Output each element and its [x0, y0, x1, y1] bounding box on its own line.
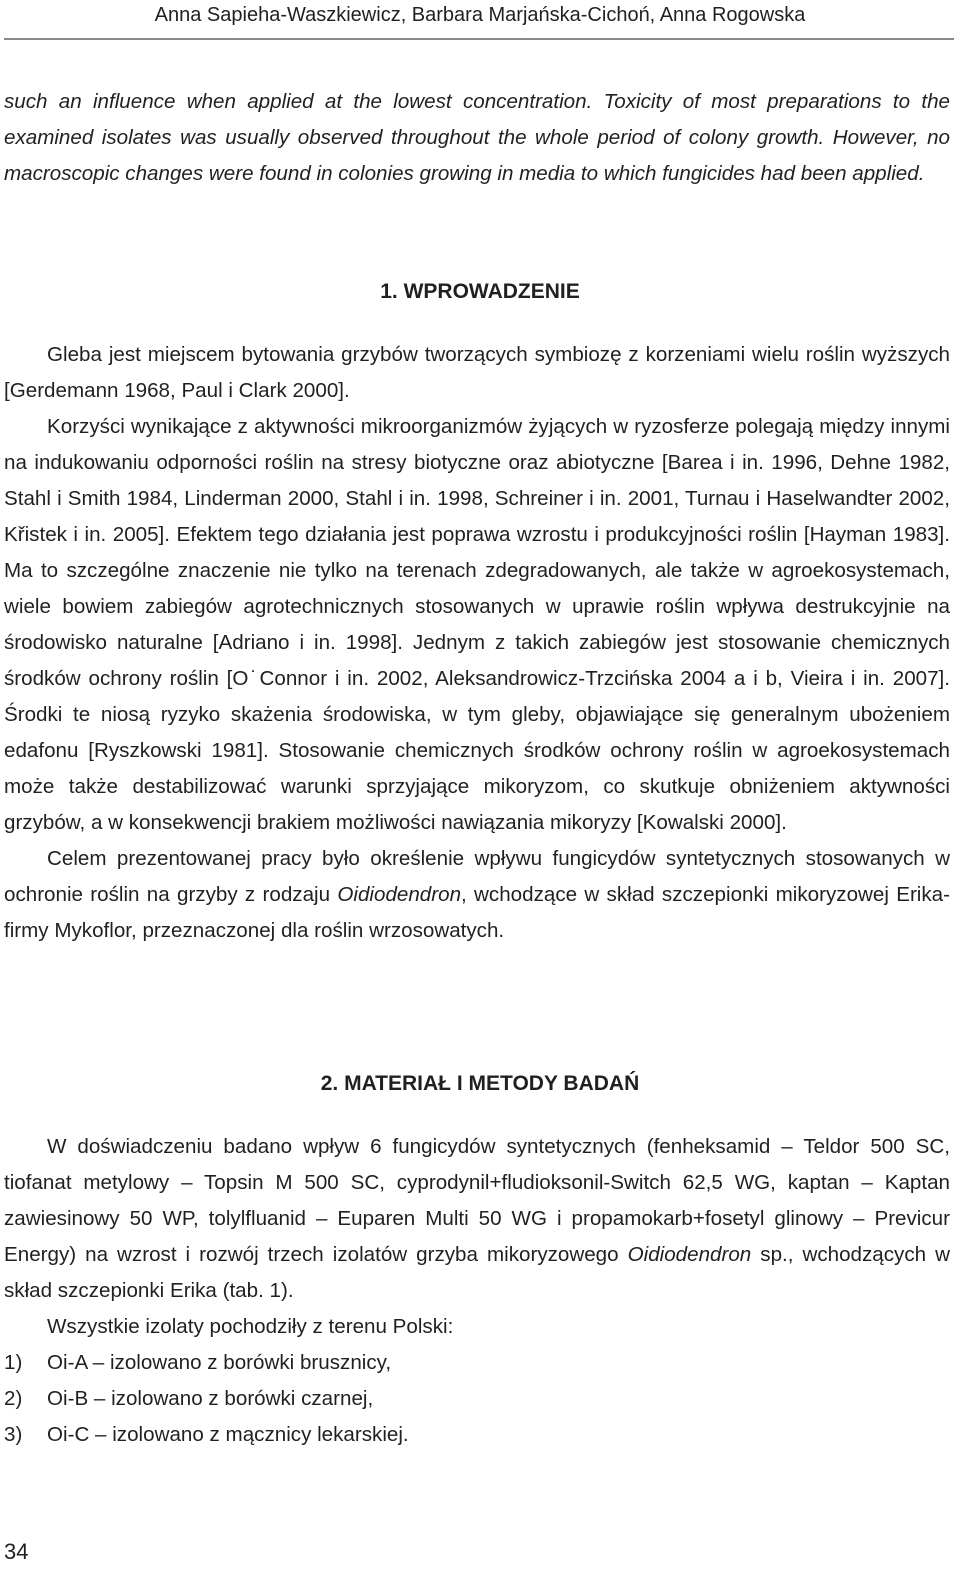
genus-name-italic: Oidiodendron — [627, 1243, 752, 1266]
intro-p3-text-after: , wchodzące w skład szczepionki mikoryzowej Erika-firmy Mykoflor, przeznaczonej dla roślin wrzosowatych. — [4, 883, 950, 942]
genus-name-italic: Oidiodendron — [337, 883, 462, 906]
list-text: Oi-A – izolowano z borówki brusznicy, — [47, 1351, 392, 1374]
intro-paragraph-3 — [4, 841, 950, 949]
abstract-tail: such an influence when applied at the lowest concentration. Toxicity of most preparations to the examined isolates was usually observed throughout the whole period of colony growth. However, no macroscopic changes were found in colonies growing in media to which fungicides had been applied. — [4, 90, 950, 185]
list-text: Oi-B – izolowano z borówki czarnej, — [47, 1387, 374, 1410]
methods-p1-text-before: W doświadczeniu badano wpływ 6 fungicydów syntetycznych (fenheksamid – Teldor 500 SC, tiofanat metylowy – Topsin M 500 SC, cyprodynil+fludioksonil-Switch 62,5 WG, kaptan – Kaptan zawiesinowy 50 WP, tolylfluanid – Euparen Multi 50 WG i propamokarb+fosetyl glinowy – Previcur Energy) na wzrost i rozwój trzech izolatów grzyba mikoryzowego — [4, 1135, 950, 1266]
intro-p3-text-before: Celem prezentowanej pracy było określenie wpływu fungicydów syntetycznych stosowanych w ochronie roślin na grzyby z rodzaju — [4, 847, 950, 906]
isolate-list-item — [4, 1381, 950, 1417]
methods-paragraph-2: Wszystkie izolaty pochodziły z terenu Polski: — [47, 1315, 454, 1338]
isolate-list-item — [4, 1417, 950, 1453]
list-number: 3) — [4, 1423, 23, 1446]
list-number: 2) — [4, 1387, 23, 1410]
isolate-list-item — [4, 1345, 950, 1381]
page-number: 34 — [4, 1539, 29, 1564]
list-text: Oi-C – izolowano z mącznicy lekarskiej. — [47, 1423, 409, 1446]
methods-section — [4, 1129, 950, 1453]
intro-paragraph-1: Gleba jest miejscem bytowania grzybów tworzących symbiozę z korzeniami wielu roślin wyższych [Gerdemann 1968, Paul i Clark 2000]. — [4, 343, 950, 402]
section-heading-methods: 2. MATERIAŁ I METODY BADAŃ — [320, 1072, 640, 1095]
intro-paragraph-2: Korzyści wynikające z aktywności mikroorganizmów żyjących w ryzosferze polegają między innymi na indukowaniu odporności roślin na stresy biotyczne oraz abiotyczne [Barea i in. 1996, Dehne 1982, Stahl i Smith 1984, Linderman 2000, Stahl i in. 1998, Schreiner i in. 2001, Turnau i Haselwandter 2002, Křistek i in. 2005]. Efektem tego działania jest poprawa wzrostu i produkcyjności roślin [Hayman 1983]. Ma to szczególne znaczenie nie tylko na terenach zdegradowanych, ale także w agroekosystemach, wiele bowiem zabiegów agrotechnicznych stosowanych w uprawie roślin wpływa destrukcyjnie na środowisko naturalne [Adriano i in. 1998]. Jednym z takich zabiegów jest stosowanie chemicznych środków ochrony roślin [O˙Connor i in. 2002, Aleksandrowicz-Trzcińska 2004 a i b, Vieira i in. 2007]. Środki te niosą ryzyko skażenia środowiska, w tym gleby, objawiające się generalnym ubożeniem edafonu [Ryszkowski 1981]. Stosowanie chemicznych środków ochrony roślin w agroekosystemach może także destabilizować warunki sprzyjające mikoryzom, co skutkuje obniżeniem aktywności grzybów, a w konsekwencji brakiem możliwości nawiązania mikoryzy [Kowalski 2000]. — [4, 415, 950, 834]
section-heading-introduction: 1. WPROWADZENIE — [380, 280, 580, 303]
methods-paragraph-1 — [4, 1129, 950, 1309]
header-rule — [4, 38, 954, 40]
methods-p1-text-after: sp., wchodzących w skład szczepionki Erika (tab. 1). — [4, 1243, 950, 1302]
introduction-section — [4, 337, 950, 949]
list-number: 1) — [4, 1351, 23, 1374]
running-header-authors: Anna Sapieha-Waszkiewicz, Barbara Marjańska-Cichoń, Anna Rogowska — [154, 4, 806, 26]
